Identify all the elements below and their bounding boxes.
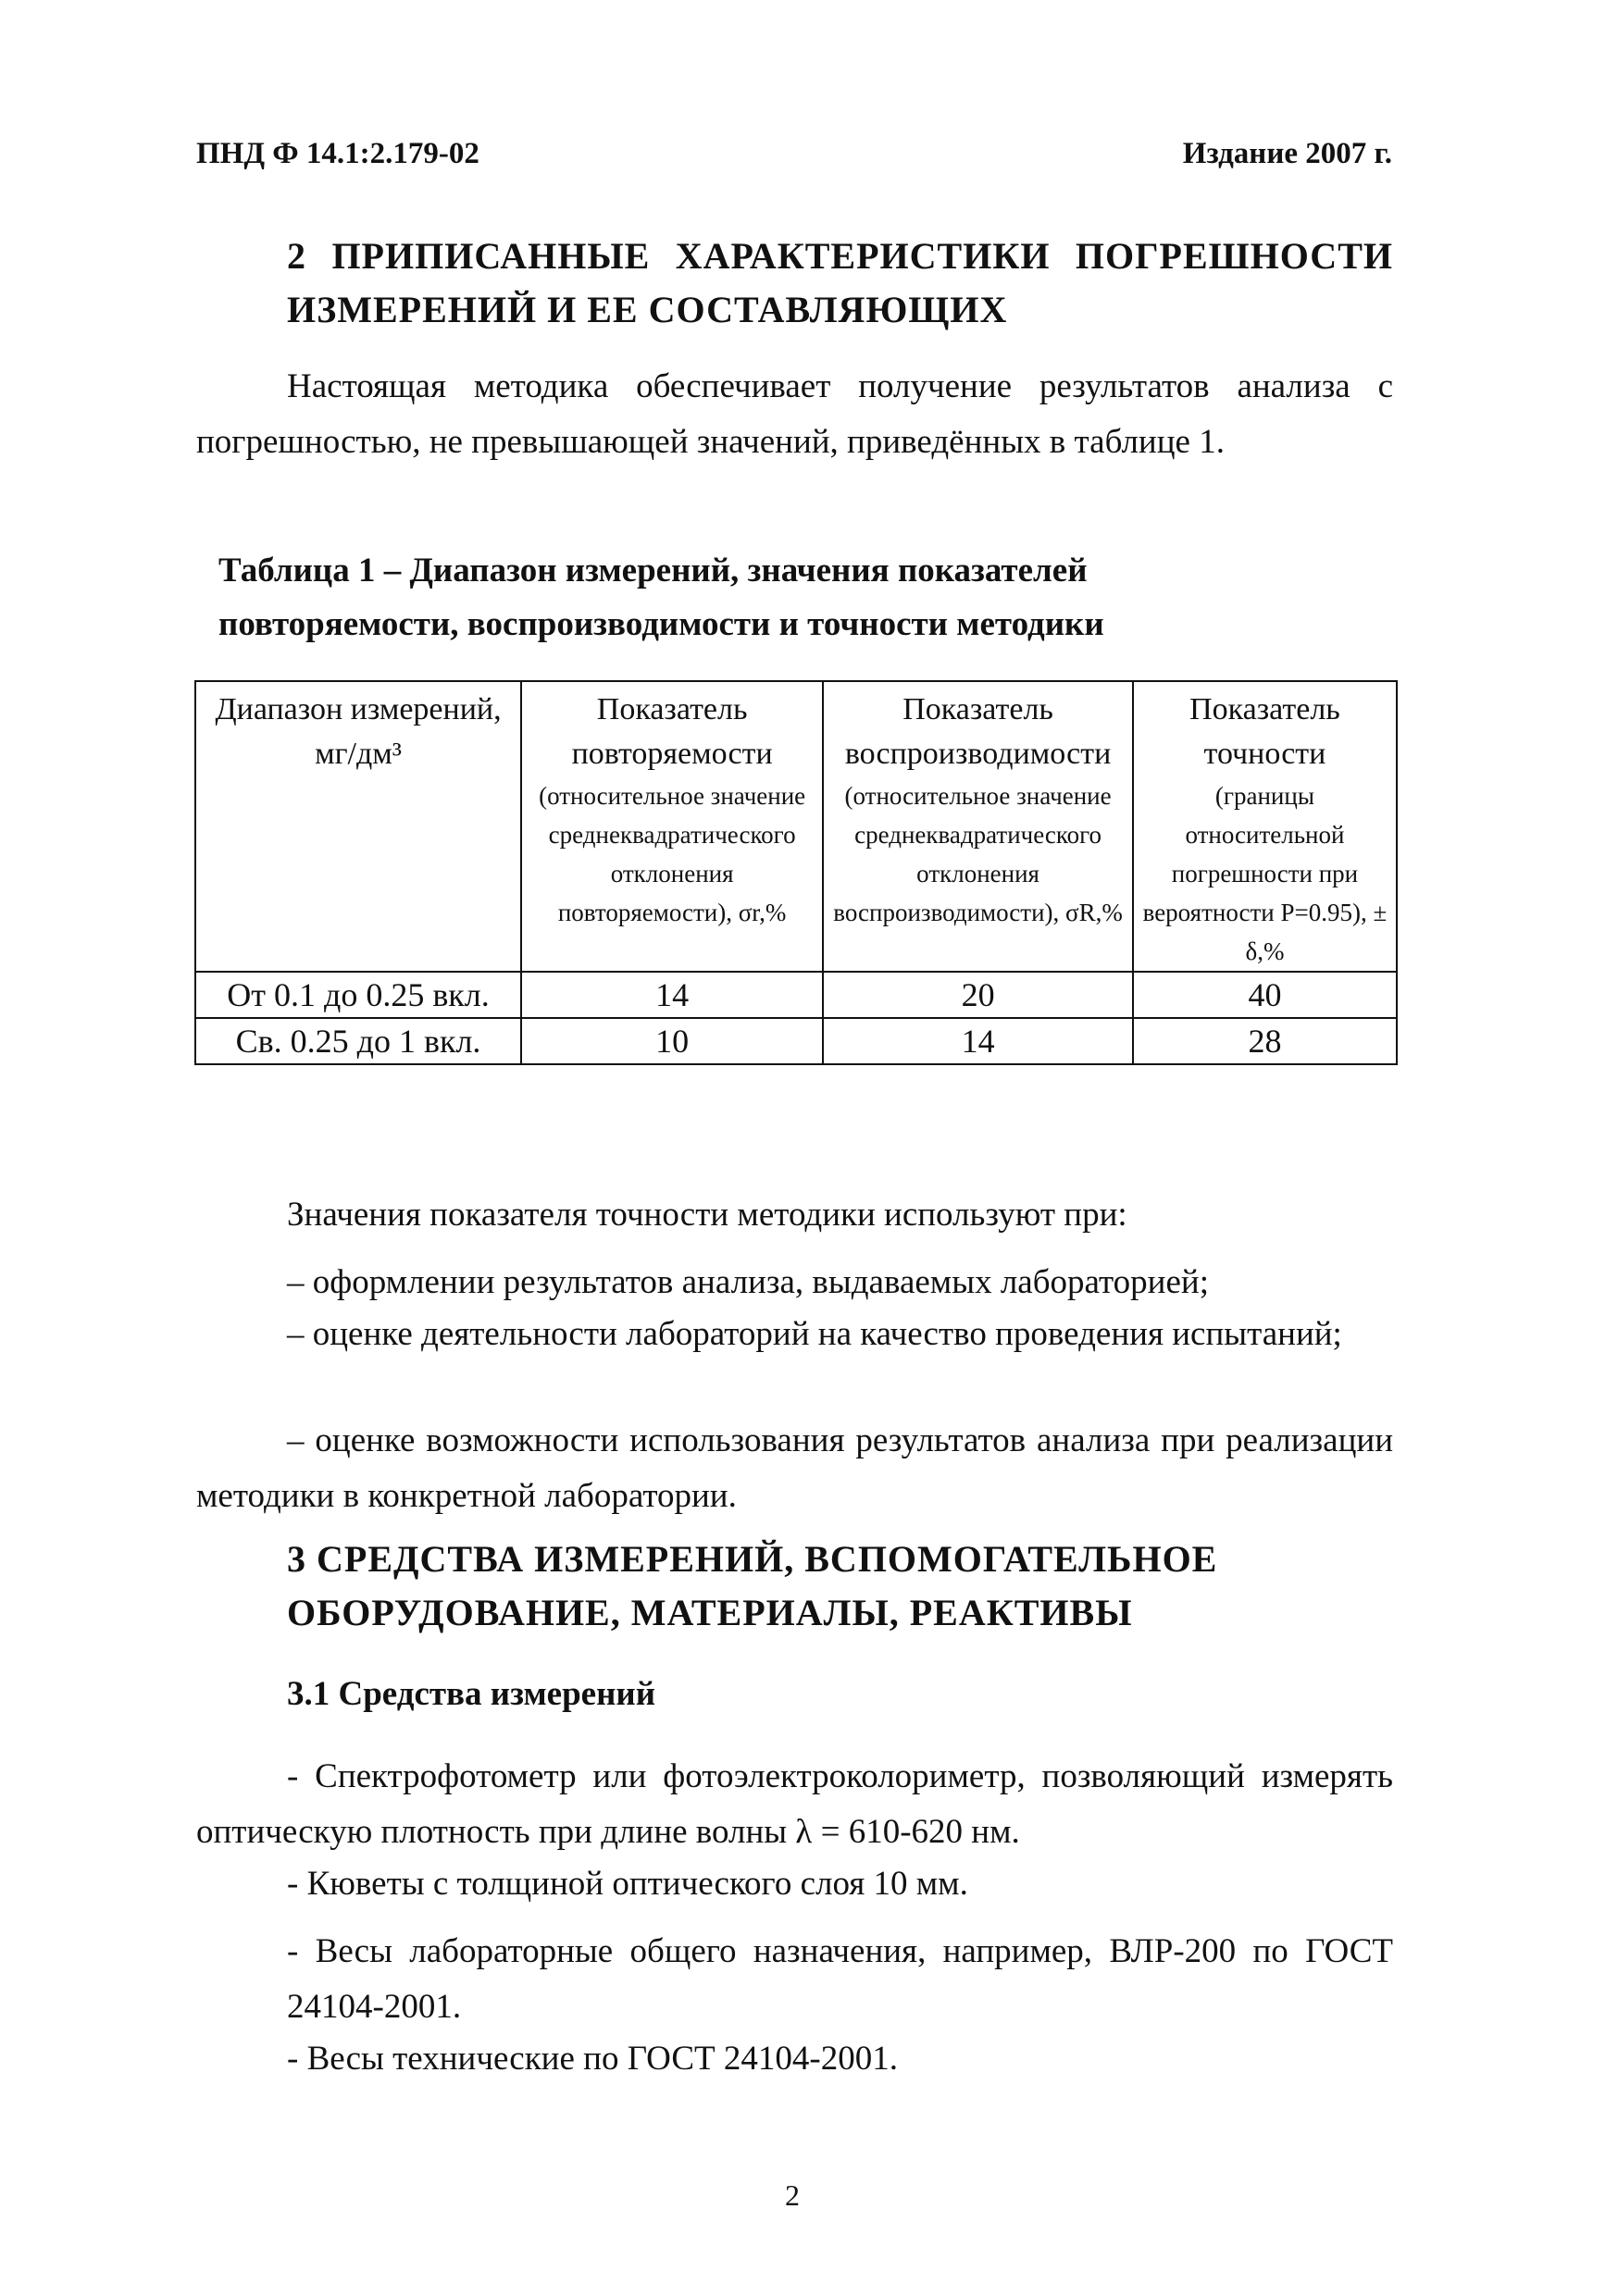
section-3-title-line1: 3 СРЕДСТВА ИЗМЕРЕНИЙ, ВСПОМОГАТЕЛЬНОЕ [287, 1538, 1218, 1580]
usage-intro: Значения показателя точности методики используют при: [287, 1196, 1127, 1234]
document-code: ПНД Ф 14.1:2.179-02 [196, 137, 479, 170]
edition-year: Издание 2007 г. [1182, 137, 1392, 170]
section-2-title [287, 230, 1393, 337]
table-cell: 20 [823, 972, 1133, 1018]
usage-item: – оценке возможности использования результатов анализа при реализации методики в конкретной лаборатории. [196, 1421, 1393, 1515]
table-cell: От 0.1 до 0.25 вкл. [195, 972, 521, 1018]
table-1-caption-line1: Таблица 1 – Диапазон измерений, значения показателей [218, 552, 1088, 590]
table-header-row [195, 681, 1397, 972]
section-3-title-line2: ОБОРУДОВАНИЕ, МАТЕРИАЛЫ, РЕАКТИВЫ [287, 1592, 1133, 1633]
header-reproducibility: Показатель воспроизводимости (относительное значение среднеквадратического отклонения воспроизводимости), σR,% [823, 681, 1133, 972]
table-cell: 28 [1133, 1018, 1397, 1064]
table-row [195, 972, 1397, 1018]
usage-item: – оформлении результатов анализа, выдаваемых лабораторией; [287, 1263, 1209, 1301]
table-cell: 14 [823, 1018, 1133, 1064]
table-row [195, 1018, 1397, 1064]
table-cell: 14 [521, 972, 823, 1018]
equipment-item: - Весы технические по ГОСТ 24104-2001. [287, 2040, 898, 2078]
header-range: Диапазон измерений, мг/дм³ [195, 681, 521, 972]
section-2-title-line2: ИЗМЕРЕНИЙ И ЕЕ СОСТАВЛЯЮЩИХ [287, 289, 1008, 330]
equipment-item: - Спектрофотометр или фотоэлектроколориметр, позволяющий измерять оптическую плотность при длине волны λ = 610-620 нм. [196, 1757, 1393, 1851]
page-number: 2 [785, 2178, 800, 2212]
table-1 [194, 680, 1398, 1065]
header-repeatability: Показатель повторяемости (относительное значение среднеквадратического отклонения повторяемости), σr,% [521, 681, 823, 972]
table-cell: Св. 0.25 до 1 вкл. [195, 1018, 521, 1064]
equipment-item: - Весы лабораторные общего назначения, например, ВЛР-200 по ГОСТ 24104-2001. [287, 1932, 1393, 2026]
table-cell: 10 [521, 1018, 823, 1064]
header-accuracy: Показатель точности (границы относительной погрешности при вероятности P=0.95), ± δ,% [1133, 681, 1397, 972]
usage-item: – оценке деятельности лабораторий на качество проведения испытаний; [287, 1315, 1342, 1353]
equipment-item: - Кюветы с толщиной оптического слоя 10 мм. [287, 1865, 968, 1903]
subsection-3-1-title: 3.1 Средства измерений [287, 1675, 656, 1713]
table-1-caption [218, 544, 1329, 652]
section-2-intro: Настоящая методика обеспечивает получение результатов анализа с погрешностью, не превышающей значений, приведённых в таблице 1. [196, 367, 1393, 461]
section-2-title-line1: 2 ПРИПИСАННЫЕ ХАРАКТЕРИСТИКИ ПОГРЕШНОСТИ [287, 235, 1393, 277]
table-1-caption-line2: повторяемости, воспроизводимости и точности методики [218, 605, 1104, 643]
section-3-title [287, 1533, 1393, 1640]
table-cell: 40 [1133, 972, 1397, 1018]
